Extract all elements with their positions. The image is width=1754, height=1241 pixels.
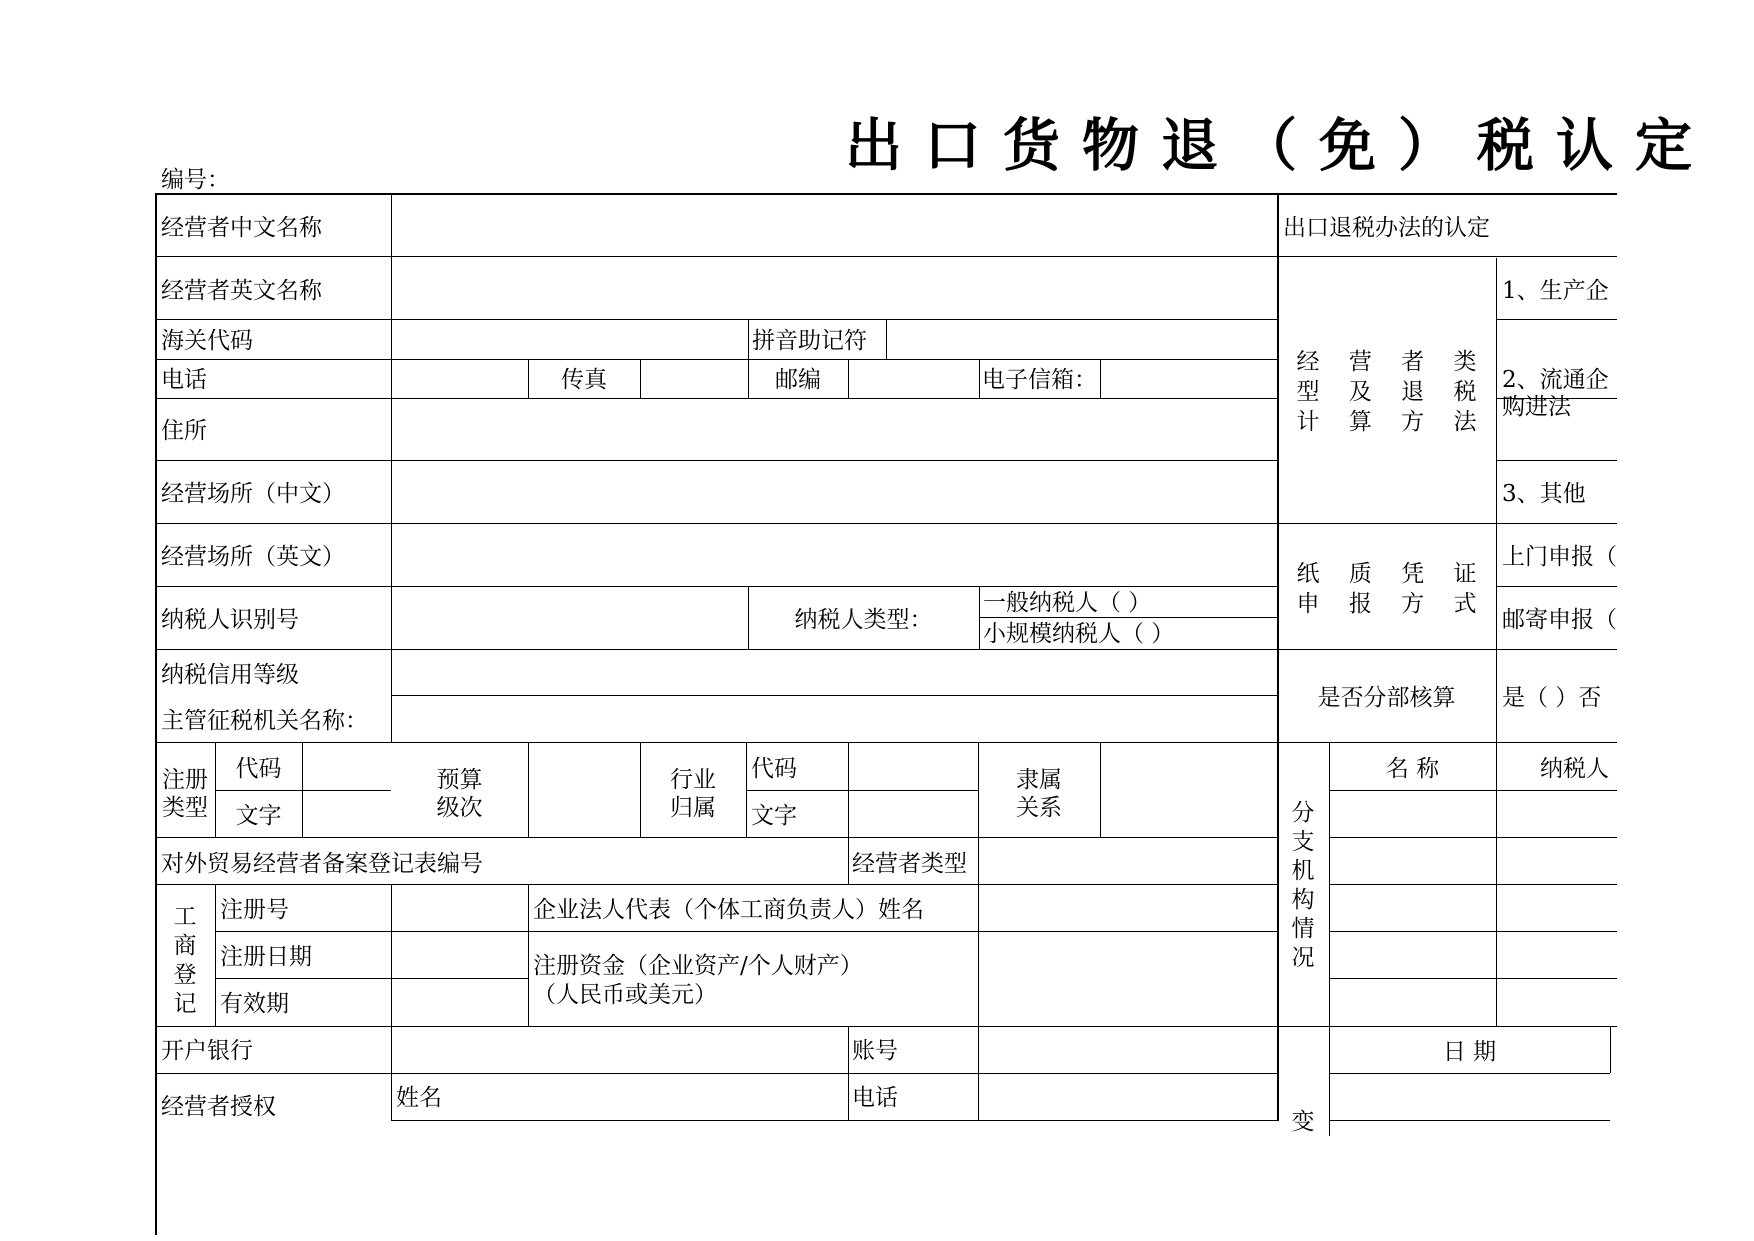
option-onsite[interactable]: 上门申报（ (1502, 544, 1617, 570)
address-label: 住所 (161, 418, 207, 444)
site-en-label: 经营场所（英文） (161, 544, 345, 570)
postcode-label: 邮编 (775, 367, 821, 393)
branch-char-5: 情 (1291, 916, 1315, 942)
branch-taxpayer-header: 纳税人 (1540, 756, 1609, 782)
branch-char-3: 机 (1291, 858, 1315, 884)
industry-label-1: 行业 (670, 767, 716, 793)
biz-reg-char-2: 商 (173, 933, 197, 959)
taxpayer-id-label: 纳税人识别号 (161, 607, 299, 633)
change-date-header: 日 期 (1442, 1039, 1497, 1065)
account-label: 账号 (852, 1038, 898, 1064)
industry-label-2: 归属 (670, 795, 716, 821)
branch-char-6: 况 (1291, 945, 1315, 971)
paper-method-label-1: 纸 质 凭 证 (1296, 561, 1488, 587)
customs-code-label: 海关代码 (161, 328, 253, 354)
reg-type-label-2: 类型 (162, 795, 208, 821)
authorize-label: 经营者授权 (161, 1094, 276, 1120)
reg-capital-label-1: 注册资金（企业资产/个人财产） (533, 953, 863, 979)
industry-code-label: 代码 (751, 756, 797, 782)
option-circulation[interactable]: 2、流通企 (1502, 367, 1609, 393)
type-method-label-3: 计 算 方 法 (1296, 409, 1488, 435)
branch-calc-label: 是否分部核算 (1317, 685, 1456, 711)
branch-char-1: 分 (1291, 800, 1315, 826)
change-char: 变 (1291, 1109, 1315, 1135)
general-taxpayer-option[interactable]: 一般纳税人（ ） (983, 590, 1152, 616)
biz-reg-char-3: 登 (173, 962, 197, 988)
branch-name-header: 名 称 (1385, 756, 1440, 782)
branch-char-4: 构 (1291, 887, 1315, 913)
subord-label-1: 隶属 (1016, 767, 1062, 793)
reg-date-label: 注册日期 (220, 944, 312, 970)
refund-method-label: 出口退税办法的认定 (1283, 215, 1490, 241)
validity-label: 有效期 (220, 991, 289, 1017)
taxpayer-type-label: 纳税人类型： (794, 607, 933, 633)
budget-label-2: 级次 (436, 795, 483, 821)
operator-type-label: 经营者类型 (852, 851, 967, 877)
record-no-label: 对外贸易经营者备案登记表编号 (161, 851, 483, 877)
yes-no-option[interactable]: 是（ ）否 (1502, 685, 1602, 711)
auth-phone-label: 电话 (852, 1085, 898, 1111)
industry-text-label: 文字 (751, 803, 797, 829)
form-title: 出口货物退（免）税认定 (845, 113, 1714, 179)
fax-label: 传真 (561, 367, 607, 393)
type-method-label-2: 型 及 退 税 (1296, 379, 1488, 405)
option-mail[interactable]: 邮寄申报（ (1502, 607, 1617, 633)
biz-reg-char-4: 记 (173, 991, 197, 1017)
phone-label: 电话 (161, 367, 207, 393)
reg-type-label-1: 注册 (162, 767, 208, 793)
cn-name-label: 经营者中文名称 (161, 215, 322, 241)
number-label: 编号： (161, 167, 230, 193)
legal-rep-label: 企业法人代表（个体工商负责人）姓名 (533, 897, 924, 923)
pinyin-label: 拼音助记符 (752, 328, 867, 354)
option-production[interactable]: 1、生产企 (1502, 278, 1609, 304)
option-other[interactable]: 3、其他 (1502, 481, 1586, 507)
small-taxpayer-option[interactable]: 小规模纳税人（ ） (983, 621, 1175, 647)
auth-name-label: 姓名 (396, 1085, 442, 1111)
biz-reg-char-1: 工 (173, 904, 197, 930)
reg-no-label: 注册号 (220, 897, 289, 923)
email-label: 电子信箱： (982, 367, 1097, 393)
budget-label-1: 预算 (436, 767, 483, 793)
site-cn-label: 经营场所（中文） (161, 481, 345, 507)
bank-label: 开户银行 (161, 1038, 253, 1064)
reg-text-label: 文字 (235, 803, 282, 829)
option-circulation-2: 购进法 (1502, 394, 1571, 420)
credit-level-label: 纳税信用等级 (161, 662, 299, 688)
tax-authority-label: 主管征税机关名称： (161, 708, 368, 734)
reg-capital-label-2: （人民币或美元） (533, 982, 717, 1008)
subord-label-2: 关系 (1016, 795, 1062, 821)
type-method-label-1: 经 营 者 类 (1296, 349, 1488, 375)
en-name-label: 经营者英文名称 (161, 278, 322, 304)
reg-code-label: 代码 (235, 756, 282, 782)
paper-method-label-2: 申 报 方 式 (1296, 591, 1488, 617)
branch-char-2: 支 (1291, 829, 1315, 855)
